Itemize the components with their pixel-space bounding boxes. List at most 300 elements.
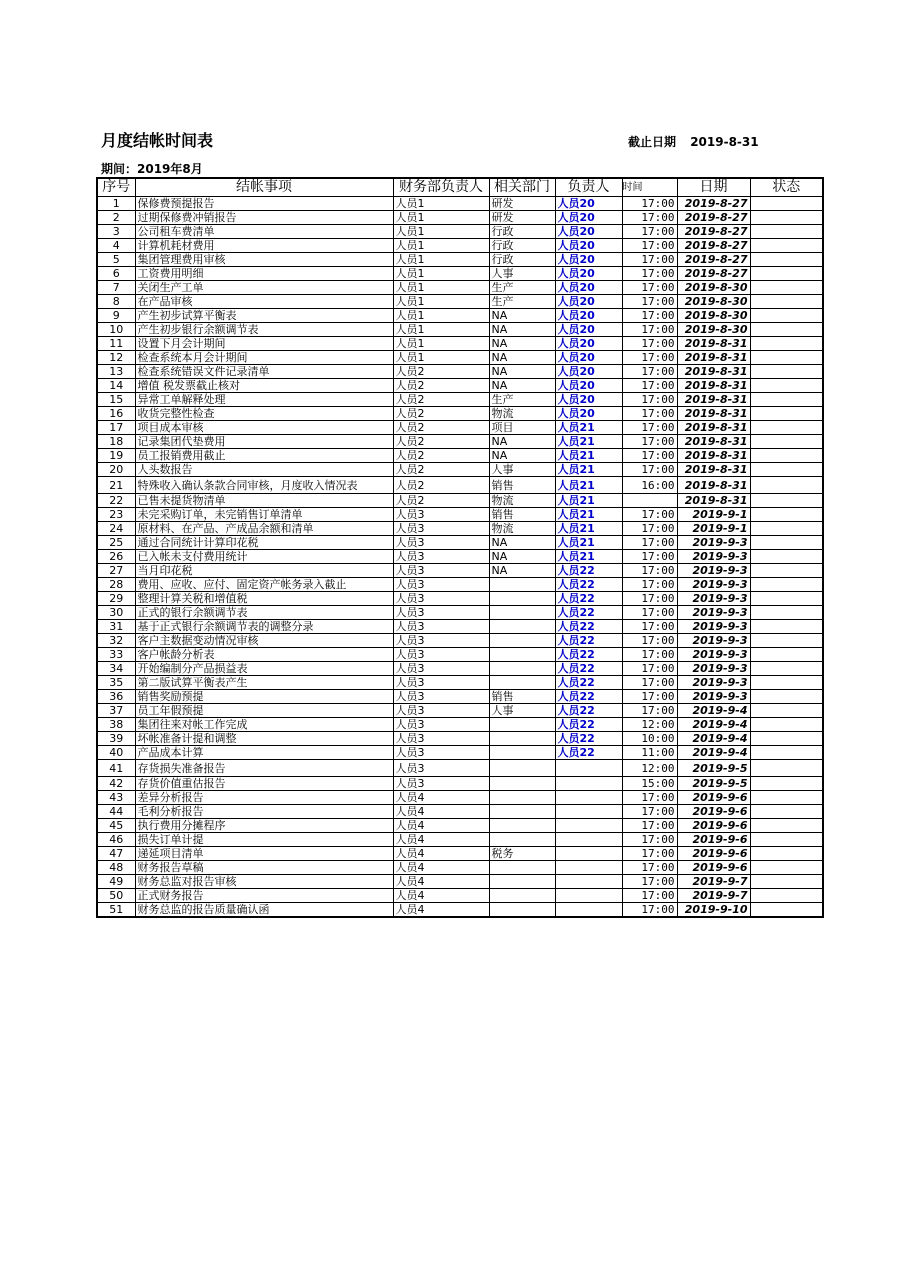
- row-number: 14: [97, 379, 135, 393]
- task-cell: 损失订单计提: [135, 833, 393, 847]
- table-row: [97, 718, 823, 732]
- time-cell: 17:00: [622, 819, 677, 833]
- status-cell: [750, 606, 823, 620]
- dept-cell: NA: [489, 536, 555, 550]
- dept-cell: [489, 648, 555, 662]
- row-number: 29: [97, 592, 135, 606]
- task-cell: 财务总监的报告质量确认函: [135, 903, 393, 918]
- row-number: 41: [97, 760, 135, 777]
- status-cell: [750, 676, 823, 690]
- dept-cell: [489, 662, 555, 676]
- dept-cell: NA: [489, 365, 555, 379]
- time-cell: 17:00: [622, 449, 677, 463]
- row-number: 31: [97, 620, 135, 634]
- status-cell: [750, 253, 823, 267]
- table-body: [97, 197, 823, 918]
- table-row: [97, 550, 823, 564]
- task-cell: 公司租车费清单: [135, 225, 393, 239]
- dept-cell: 研发: [489, 211, 555, 225]
- row-number: 30: [97, 606, 135, 620]
- status-cell: [750, 393, 823, 407]
- table-row: [97, 197, 823, 211]
- row-number: 16: [97, 407, 135, 421]
- row-number: 10: [97, 323, 135, 337]
- dept-cell: NA: [489, 435, 555, 449]
- task-cell: 在产品审核: [135, 295, 393, 309]
- finance-owner-cell: 人员2: [393, 365, 489, 379]
- time-cell: 17:00: [622, 861, 677, 875]
- finance-owner-cell: 人员3: [393, 592, 489, 606]
- cutoff-date-block: [628, 133, 759, 150]
- task-cell: 检查系统本月会计期间: [135, 351, 393, 365]
- table-row: [97, 620, 823, 634]
- task-cell: 工资费用明细: [135, 267, 393, 281]
- dept-cell: 人事: [489, 463, 555, 477]
- date-cell: 2019-8-31: [677, 365, 750, 379]
- status-cell: [750, 295, 823, 309]
- row-number: 27: [97, 564, 135, 578]
- status-cell: [750, 435, 823, 449]
- dept-cell: [489, 875, 555, 889]
- status-cell: [750, 833, 823, 847]
- status-cell: [750, 648, 823, 662]
- row-number: 46: [97, 833, 135, 847]
- col-header-responsible: 负责人: [555, 178, 622, 197]
- table-row: [97, 281, 823, 295]
- row-number: 28: [97, 578, 135, 592]
- finance-owner-cell: 人员3: [393, 508, 489, 522]
- date-cell: 2019-9-4: [677, 746, 750, 760]
- date-cell: 2019-8-27: [677, 267, 750, 281]
- status-cell: [750, 211, 823, 225]
- row-number: 39: [97, 732, 135, 746]
- finance-owner-cell: 人员1: [393, 337, 489, 351]
- time-cell: 17:00: [622, 676, 677, 690]
- row-number: 21: [97, 477, 135, 494]
- dept-cell: 销售: [489, 690, 555, 704]
- date-cell: 2019-8-31: [677, 393, 750, 407]
- status-cell: [750, 477, 823, 494]
- finance-owner-cell: 人员4: [393, 861, 489, 875]
- date-cell: 2019-9-4: [677, 718, 750, 732]
- date-cell: 2019-9-7: [677, 875, 750, 889]
- table-row: [97, 732, 823, 746]
- time-cell: 17:00: [622, 620, 677, 634]
- status-cell: [750, 889, 823, 903]
- finance-owner-cell: 人员3: [393, 620, 489, 634]
- row-number: 38: [97, 718, 135, 732]
- task-cell: 关闭生产工单: [135, 281, 393, 295]
- table-row: [97, 875, 823, 889]
- sheet-title: 月度结帐时间表: [101, 131, 214, 150]
- finance-owner-cell: 人员3: [393, 536, 489, 550]
- dept-cell: 销售: [489, 508, 555, 522]
- time-cell: 17:00: [622, 351, 677, 365]
- dept-cell: 生产: [489, 295, 555, 309]
- row-number: 1: [97, 197, 135, 211]
- finance-owner-cell: 人员2: [393, 393, 489, 407]
- task-cell: 集团往来对帐工作完成: [135, 718, 393, 732]
- responsible-cell: 人员20: [555, 309, 622, 323]
- status-cell: [750, 494, 823, 508]
- date-cell: 2019-9-3: [677, 592, 750, 606]
- dept-cell: 行政: [489, 239, 555, 253]
- date-cell: 2019-9-1: [677, 522, 750, 536]
- row-number: 25: [97, 536, 135, 550]
- finance-owner-cell: 人员1: [393, 225, 489, 239]
- table-row: [97, 477, 823, 494]
- dept-cell: [489, 805, 555, 819]
- finance-owner-cell: 人员2: [393, 449, 489, 463]
- dept-cell: [489, 833, 555, 847]
- responsible-cell: 人员22: [555, 676, 622, 690]
- responsible-cell: [555, 819, 622, 833]
- row-number: 26: [97, 550, 135, 564]
- time-cell: 17:00: [622, 564, 677, 578]
- cutoff-date-label: 截止日期: [628, 135, 677, 149]
- dept-cell: [489, 676, 555, 690]
- table-row: [97, 379, 823, 393]
- table-row: [97, 592, 823, 606]
- task-cell: 已入帐未支付费用统计: [135, 550, 393, 564]
- finance-owner-cell: 人员3: [393, 648, 489, 662]
- row-number: 33: [97, 648, 135, 662]
- finance-owner-cell: 人员1: [393, 309, 489, 323]
- responsible-cell: [555, 903, 622, 918]
- time-cell: [622, 494, 677, 508]
- status-cell: [750, 536, 823, 550]
- table-row: [97, 746, 823, 760]
- finance-owner-cell: 人员4: [393, 903, 489, 918]
- status-cell: [750, 746, 823, 760]
- task-cell: 人头数报告: [135, 463, 393, 477]
- date-cell: 2019-9-4: [677, 704, 750, 718]
- dept-cell: [489, 578, 555, 592]
- dept-cell: [489, 592, 555, 606]
- date-cell: 2019-9-3: [677, 690, 750, 704]
- table-row: [97, 309, 823, 323]
- dept-cell: NA: [489, 337, 555, 351]
- period-label: 期间：2019年8月: [101, 162, 203, 176]
- dept-cell: 人事: [489, 267, 555, 281]
- status-cell: [750, 225, 823, 239]
- time-cell: 17:00: [622, 225, 677, 239]
- task-cell: 未完采购订单，未完销售订单清单: [135, 508, 393, 522]
- col-header-dept: 相关部门: [489, 178, 555, 197]
- task-cell: 客户帐龄分析表: [135, 648, 393, 662]
- row-number: 17: [97, 421, 135, 435]
- finance-owner-cell: 人员3: [393, 690, 489, 704]
- time-cell: 17:00: [622, 508, 677, 522]
- dept-cell: 物流: [489, 494, 555, 508]
- table-row: [97, 805, 823, 819]
- task-cell: 检查系统错误文件记录清单: [135, 365, 393, 379]
- dept-cell: 行政: [489, 225, 555, 239]
- status-cell: [750, 760, 823, 777]
- finance-owner-cell: 人员1: [393, 253, 489, 267]
- table-row: [97, 421, 823, 435]
- status-cell: [750, 777, 823, 791]
- date-cell: 2019-9-3: [677, 634, 750, 648]
- time-cell: 17:00: [622, 253, 677, 267]
- time-cell: 10:00: [622, 732, 677, 746]
- date-cell: 2019-8-27: [677, 239, 750, 253]
- date-cell: 2019-9-3: [677, 648, 750, 662]
- task-cell: 整理计算关税和增值税: [135, 592, 393, 606]
- time-cell: 17:00: [622, 309, 677, 323]
- dept-cell: [489, 861, 555, 875]
- status-cell: [750, 550, 823, 564]
- status-cell: [750, 732, 823, 746]
- time-cell: 17:00: [622, 421, 677, 435]
- responsible-cell: 人员21: [555, 477, 622, 494]
- table-row: [97, 239, 823, 253]
- finance-owner-cell: 人员3: [393, 606, 489, 620]
- status-cell: [750, 592, 823, 606]
- status-cell: [750, 704, 823, 718]
- status-cell: [750, 463, 823, 477]
- responsible-cell: 人员21: [555, 435, 622, 449]
- status-cell: [750, 239, 823, 253]
- finance-owner-cell: 人员3: [393, 564, 489, 578]
- time-cell: 17:00: [622, 365, 677, 379]
- finance-owner-cell: 人员2: [393, 435, 489, 449]
- time-cell: 17:00: [622, 522, 677, 536]
- date-cell: 2019-9-6: [677, 805, 750, 819]
- task-cell: 设置下月会计期间: [135, 337, 393, 351]
- task-cell: 产生初步试算平衡表: [135, 309, 393, 323]
- col-header-task: 结帐事项: [135, 178, 393, 197]
- table-row: [97, 494, 823, 508]
- responsible-cell: 人员22: [555, 704, 622, 718]
- responsible-cell: [555, 889, 622, 903]
- col-header-no: 序号: [97, 178, 135, 197]
- dept-cell: NA: [489, 379, 555, 393]
- finance-owner-cell: 人员3: [393, 634, 489, 648]
- dept-cell: [489, 718, 555, 732]
- dept-cell: 生产: [489, 393, 555, 407]
- responsible-cell: [555, 833, 622, 847]
- date-cell: 2019-9-3: [677, 564, 750, 578]
- dept-cell: [489, 606, 555, 620]
- status-cell: [750, 365, 823, 379]
- status-cell: [750, 718, 823, 732]
- status-cell: [750, 337, 823, 351]
- task-cell: 销售奖励预提: [135, 690, 393, 704]
- dept-cell: [489, 791, 555, 805]
- time-cell: 17:00: [622, 536, 677, 550]
- table-row: [97, 833, 823, 847]
- finance-owner-cell: 人员2: [393, 407, 489, 421]
- responsible-cell: 人员22: [555, 690, 622, 704]
- responsible-cell: 人员20: [555, 365, 622, 379]
- time-cell: 17:00: [622, 379, 677, 393]
- finance-owner-cell: 人员3: [393, 777, 489, 791]
- task-cell: 费用、应收、应付、固定资产帐务录入截止: [135, 578, 393, 592]
- cutoff-date-value: 2019-8-31: [690, 135, 759, 149]
- finance-owner-cell: 人员3: [393, 662, 489, 676]
- responsible-cell: 人员20: [555, 267, 622, 281]
- status-cell: [750, 267, 823, 281]
- dept-cell: NA: [489, 309, 555, 323]
- task-cell: 第二版试算平衡表产生: [135, 676, 393, 690]
- task-cell: 保修费预提报告: [135, 197, 393, 211]
- responsible-cell: 人员21: [555, 463, 622, 477]
- task-cell: 存货损失准备报告: [135, 760, 393, 777]
- time-cell: 17:00: [622, 592, 677, 606]
- time-cell: 15:00: [622, 777, 677, 791]
- task-cell: 毛利分析报告: [135, 805, 393, 819]
- table-row: [97, 225, 823, 239]
- responsible-cell: 人员22: [555, 620, 622, 634]
- finance-owner-cell: 人员3: [393, 718, 489, 732]
- time-cell: 17:00: [622, 889, 677, 903]
- task-cell: 项目成本审核: [135, 421, 393, 435]
- finance-owner-cell: 人员4: [393, 791, 489, 805]
- responsible-cell: 人员22: [555, 606, 622, 620]
- date-cell: 2019-9-3: [677, 578, 750, 592]
- status-cell: [750, 805, 823, 819]
- task-cell: 特殊收入确认条款合同审核，月度收入情况表: [135, 477, 393, 494]
- status-cell: [750, 508, 823, 522]
- responsible-cell: 人员22: [555, 718, 622, 732]
- date-cell: 2019-9-6: [677, 819, 750, 833]
- time-cell: 17:00: [622, 662, 677, 676]
- task-cell: 异常工单解释处理: [135, 393, 393, 407]
- responsible-cell: 人员22: [555, 648, 622, 662]
- row-number: 8: [97, 295, 135, 309]
- date-cell: 2019-8-27: [677, 253, 750, 267]
- task-cell: 财务报告草稿: [135, 861, 393, 875]
- table-row: [97, 676, 823, 690]
- finance-owner-cell: 人员4: [393, 805, 489, 819]
- row-number: 50: [97, 889, 135, 903]
- header-row: [97, 178, 823, 197]
- dept-cell: 人事: [489, 704, 555, 718]
- date-cell: 2019-9-6: [677, 833, 750, 847]
- responsible-cell: 人员20: [555, 239, 622, 253]
- task-cell: 基于正式银行余额调节表的调整分录: [135, 620, 393, 634]
- time-cell: 17:00: [622, 704, 677, 718]
- status-cell: [750, 875, 823, 889]
- responsible-cell: 人员20: [555, 379, 622, 393]
- date-cell: 2019-9-10: [677, 903, 750, 918]
- col-header-date: 日期: [677, 178, 750, 197]
- responsible-cell: [555, 847, 622, 861]
- responsible-cell: [555, 875, 622, 889]
- dept-cell: [489, 620, 555, 634]
- status-cell: [750, 564, 823, 578]
- table-row: [97, 847, 823, 861]
- table-row: [97, 267, 823, 281]
- responsible-cell: 人员22: [555, 732, 622, 746]
- status-cell: [750, 791, 823, 805]
- table-row: [97, 449, 823, 463]
- responsible-cell: [555, 791, 622, 805]
- row-number: 19: [97, 449, 135, 463]
- task-cell: 集团管理费用审核: [135, 253, 393, 267]
- date-cell: 2019-9-3: [677, 662, 750, 676]
- time-cell: 17:00: [622, 407, 677, 421]
- time-cell: 17:00: [622, 791, 677, 805]
- status-cell: [750, 421, 823, 435]
- row-number: 4: [97, 239, 135, 253]
- responsible-cell: 人员21: [555, 522, 622, 536]
- time-cell: 16:00: [622, 477, 677, 494]
- time-cell: 17:00: [622, 805, 677, 819]
- task-cell: 客户主数据变动情况审核: [135, 634, 393, 648]
- date-cell: 2019-9-6: [677, 861, 750, 875]
- responsible-cell: 人员20: [555, 295, 622, 309]
- dept-cell: 研发: [489, 197, 555, 211]
- row-number: 12: [97, 351, 135, 365]
- status-cell: [750, 620, 823, 634]
- dept-cell: 物流: [489, 522, 555, 536]
- time-cell: 17:00: [622, 463, 677, 477]
- dept-cell: [489, 889, 555, 903]
- responsible-cell: [555, 805, 622, 819]
- date-cell: 2019-8-31: [677, 494, 750, 508]
- row-number: 47: [97, 847, 135, 861]
- status-cell: [750, 407, 823, 421]
- responsible-cell: 人员20: [555, 253, 622, 267]
- table-row: [97, 777, 823, 791]
- table-row: [97, 295, 823, 309]
- task-cell: 已售未提货物清单: [135, 494, 393, 508]
- date-cell: 2019-9-1: [677, 508, 750, 522]
- date-cell: 2019-9-3: [677, 606, 750, 620]
- col-header-status: 状态: [750, 178, 823, 197]
- table-row: [97, 393, 823, 407]
- finance-owner-cell: 人员1: [393, 197, 489, 211]
- task-cell: 过期保修费冲销报告: [135, 211, 393, 225]
- closing-schedule-table: [96, 177, 824, 918]
- row-number: 22: [97, 494, 135, 508]
- row-number: 2: [97, 211, 135, 225]
- time-cell: 17:00: [622, 606, 677, 620]
- dept-cell: 物流: [489, 407, 555, 421]
- date-cell: 2019-8-27: [677, 211, 750, 225]
- finance-owner-cell: 人员2: [393, 494, 489, 508]
- dept-cell: NA: [489, 323, 555, 337]
- task-cell: 增值 税发票截止核对: [135, 379, 393, 393]
- date-cell: 2019-9-3: [677, 536, 750, 550]
- row-number: 18: [97, 435, 135, 449]
- responsible-cell: 人员20: [555, 337, 622, 351]
- responsible-cell: 人员20: [555, 393, 622, 407]
- dept-cell: [489, 819, 555, 833]
- status-cell: [750, 522, 823, 536]
- finance-owner-cell: 人员1: [393, 281, 489, 295]
- date-cell: 2019-8-31: [677, 463, 750, 477]
- date-cell: 2019-8-30: [677, 309, 750, 323]
- date-cell: 2019-9-5: [677, 760, 750, 777]
- time-cell: 17:00: [622, 550, 677, 564]
- time-cell: 17:00: [622, 690, 677, 704]
- date-cell: 2019-8-27: [677, 225, 750, 239]
- time-cell: 17:00: [622, 267, 677, 281]
- finance-owner-cell: 人员1: [393, 211, 489, 225]
- dept-cell: NA: [489, 564, 555, 578]
- time-cell: 17:00: [622, 393, 677, 407]
- table-row: [97, 861, 823, 875]
- task-cell: 正式财务报告: [135, 889, 393, 903]
- row-number: 15: [97, 393, 135, 407]
- date-cell: 2019-9-6: [677, 791, 750, 805]
- status-cell: [750, 449, 823, 463]
- date-cell: 2019-9-3: [677, 620, 750, 634]
- col-header-time: 时间: [622, 178, 677, 197]
